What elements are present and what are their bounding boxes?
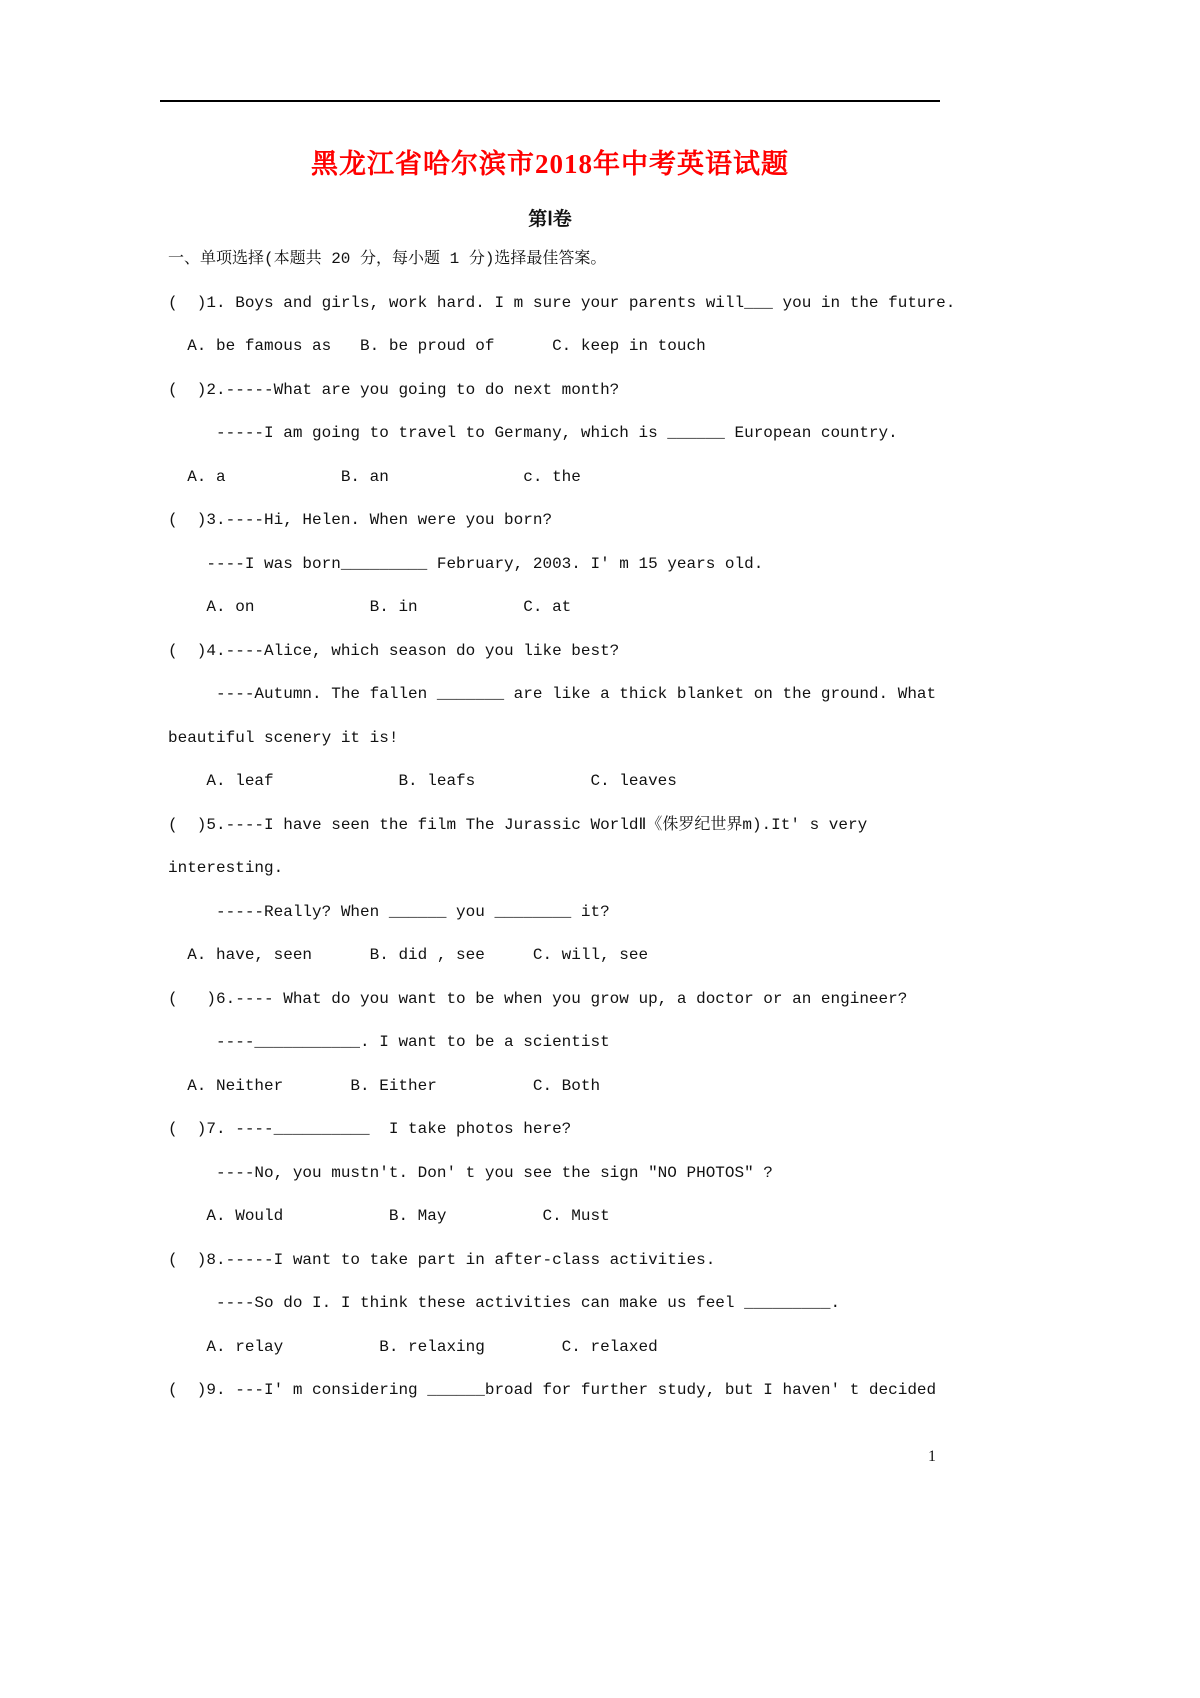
text-line: A. a B. an c. the [168, 467, 581, 486]
header-rule [160, 100, 940, 102]
text-line: interesting. [168, 859, 284, 877]
text-line: 一、单项选择(本题共 20 分，每小题 1 分)选择最佳答案。 [168, 250, 607, 268]
text-line: ( )5.----I have seen the film The Jurassic WorldⅡ《侏罗纪世界m).It' s very [168, 815, 868, 834]
text-line: A. Would B. May C. Must [168, 1207, 610, 1225]
text-line: ( )1. Boys and girls, work hard. I m sure your parents will___ you in the future. [168, 293, 956, 312]
text-line: ----___________. I want to be a scientist [168, 1033, 610, 1051]
text-line: ----No, you mustn't. Don' t you see the sign "NO PHOTOS" ? [168, 1163, 773, 1182]
section-heading: 第Ⅰ卷 [528, 209, 572, 230]
text-line: -----I am going to travel to Germany, which is ______ European country. [168, 424, 898, 442]
text-line: A. relay B. relaxing C. relaxed [168, 1337, 658, 1356]
text-line: A. be famous as B. be proud of C. keep in touch [168, 337, 706, 355]
text-line: ( )7. ----__________ I take photos here? [168, 1120, 572, 1138]
text-line: ----Autumn. The fallen _______ are like a thick blanket on the ground. What [168, 685, 937, 703]
text-line: A. Neither B. Either C. Both [168, 1076, 601, 1095]
text-line: ( )2.-----What are you going to do next month? [168, 380, 620, 399]
page-number: 1 [928, 1448, 936, 1465]
text-line: A. leaf B. leafs C. leaves [168, 772, 677, 790]
document-lines [168, 238, 998, 1413]
text-line: ( )8.-----I want to take part in after-class activities. [168, 1250, 716, 1269]
text-line: ( )9. ---I' m considering ______broad for further study, but I haven' t decided [168, 1381, 937, 1399]
text-line: A. have, seen B. did , see C. will, see [168, 946, 649, 964]
text-line: ----So do I. I think these activities can make us feel _________. [168, 1294, 841, 1312]
text-line: ----I was born_________ February, 2003. I' m 15 years old. [168, 554, 764, 573]
text-line: ( )3.----Hi, Helen. When were you born? [168, 511, 553, 529]
text-line: A. on B. in C. at [168, 598, 572, 616]
text-line: -----Really? When ______ you ________ it? [168, 902, 610, 921]
page-title: 黑龙江省哈尔滨市2018年中考英语试题 [311, 149, 789, 179]
text-line: ( )6.---- What do you want to be when you grow up, a doctor or an engineer? [168, 989, 908, 1008]
text-line: beautiful scenery it is! [168, 728, 399, 747]
text-line: ( )4.----Alice, which season do you like best? [168, 641, 620, 660]
